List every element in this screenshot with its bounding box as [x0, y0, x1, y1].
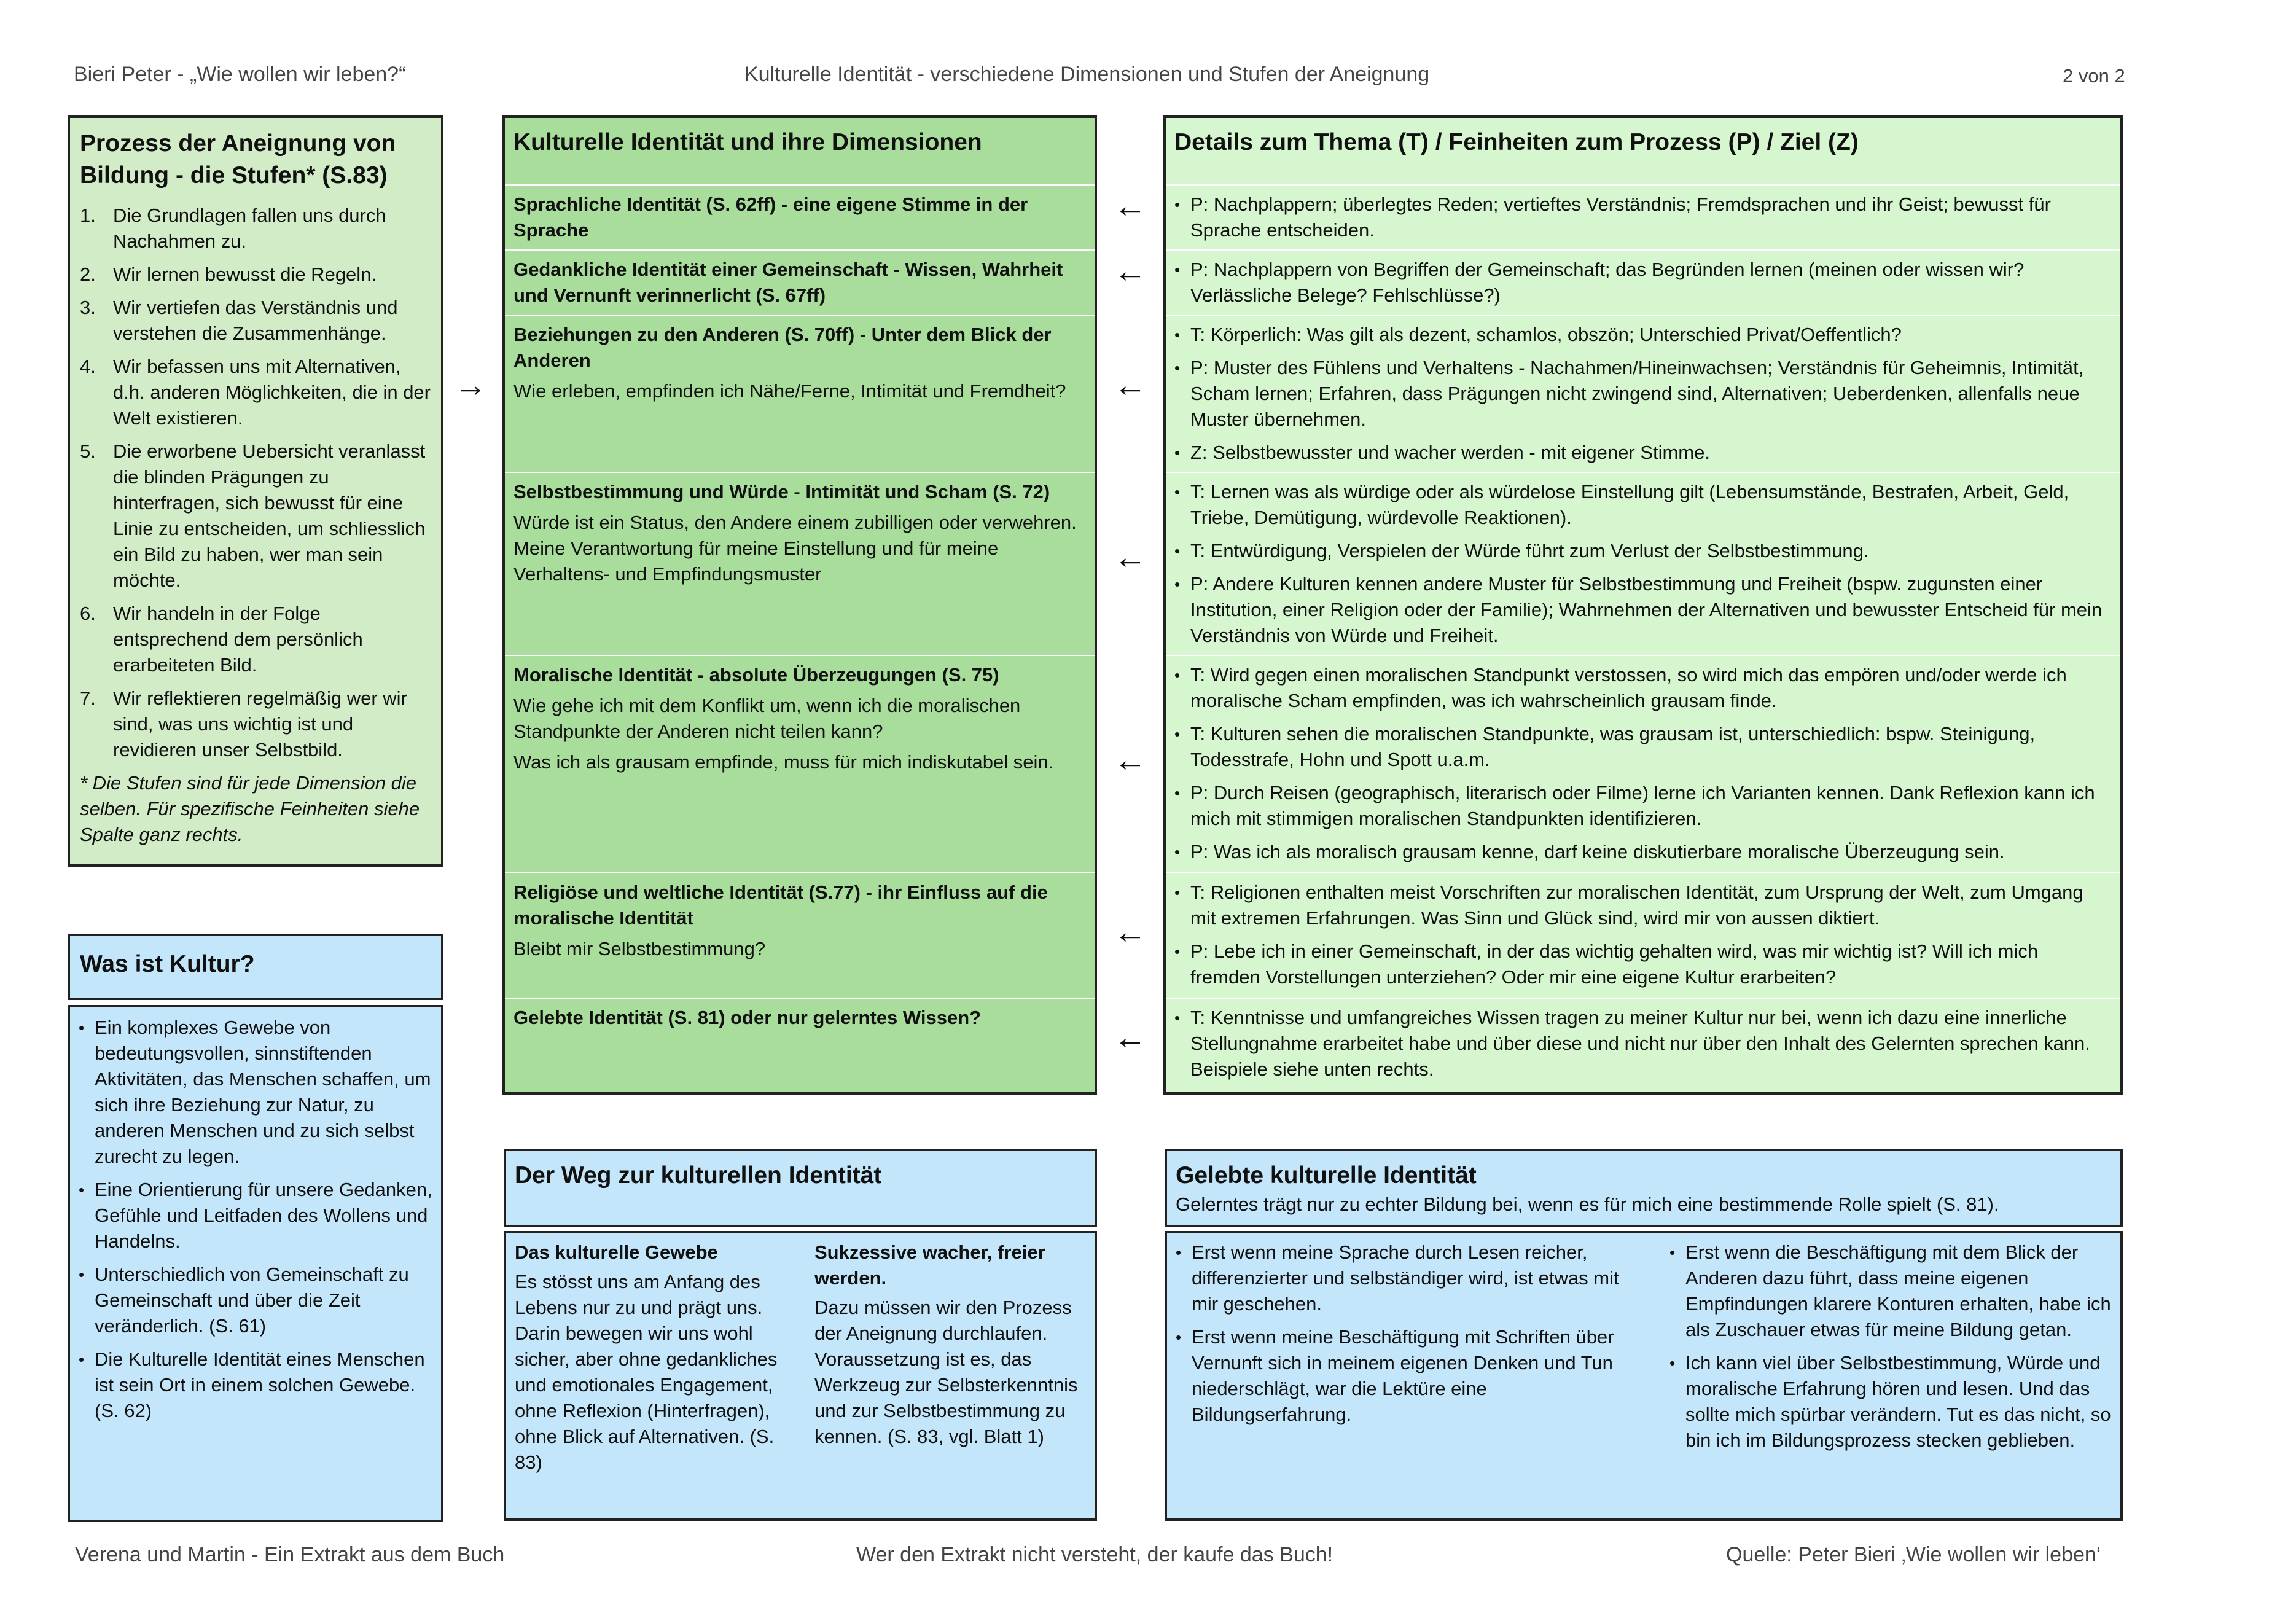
- dimension-row: Religiöse und weltliche Identität (S.77) - ihr Einfluss auf die moralische Identität Bleibt mir Selbstbestimmung?: [505, 872, 1095, 998]
- process-title: Prozess der Aneignung von Bildung - die Stufen* (S.83): [80, 130, 396, 189]
- list-item: • Die Kulturelle Identität eines Menschen ist sein Ort in einem solchen Gewebe. (S. 62): [79, 1346, 432, 1424]
- list-item: • Ich kann viel über Selbstbestimmung, Würde und moralische Erfahrung hören und lesen. Und das sollte mich spürbar verändern. Tut es das nicht, so bin ich im Bildungsprozess stecken geblieben.: [1669, 1350, 2118, 1453]
- process-step: 6. Wir handeln in der Folge entsprechend dem persönlich erarbeiteten Bild.: [80, 603, 363, 676]
- details-row: • T: Kenntnisse und umfangreiches Wissen tragen zu meiner Kultur nur bei, wenn ich dazu eine innerliche Stellungnahme erarbeitet habe und über diese und nicht nur über den Inhalt des Gelernten sprechen kann. Beispiele siehe unten rechts.: [1166, 998, 2120, 1092]
- gelebte-title-box: [1165, 1149, 2123, 1227]
- details-row: • P: Nachplappern; überlegtes Reden; vertieftes Verständnis; Fremdsprachen und ihr Geist; bewusst für Sprache entscheiden.: [1166, 184, 2120, 249]
- dimensions-title: Kulturelle Identität und ihre Dimensionen: [513, 129, 982, 155]
- gelebte-subtitle: Gelerntes trägt nur zu echter Bildung bei, wenn es für mich eine bestimmende Rolle spielt (S. 81).: [1176, 1194, 1999, 1215]
- left-arrow-icon: ←: [1114, 1019, 1147, 1056]
- details-title: Details zum Thema (T) / Feinheiten zum Prozess (P) / Ziel (Z): [1174, 129, 1859, 155]
- dimension-row: Moralische Identität - absolute Überzeugungen (S. 75) Wie gehe ich mit dem Konflikt um, wenn ich die moralischen Standpunkte der Anderen nicht teilen kann? Was ich als grausam empfinde, muss für mich indiskutabel sein.: [505, 655, 1095, 872]
- process-note: * Die Stufen sind für jede Dimension die selben. Für spezifische Feinheiten siehe Spalte ganz rechts.: [80, 772, 420, 845]
- details-box: [1163, 115, 2123, 1095]
- gelebte-content-box: [1165, 1231, 2123, 1521]
- dimension-row: Selbstbestimmung und Würde - Intimität und Scham (S. 72) Würde ist ein Status, den Andere einem zubilligen oder verwehren. Meine Verantwortung für meine Einstellung und für meine Verhaltens- und Empfindungsmuster: [505, 472, 1095, 655]
- dimension-row: Beziehungen zu den Anderen (S. 70ff) - Unter dem Blick der Anderen Wie erleben, empfinden ich Nähe/Ferne, Intimität und Fremdheit?: [505, 315, 1095, 472]
- list-item: • Unterschiedlich von Gemeinschaft zu Gemeinschaft und über die Zeit veränderlich. (S. 61): [79, 1262, 432, 1339]
- kultur-title-box: [68, 934, 443, 1000]
- left-arrow-icon: ←: [1114, 913, 1147, 950]
- details-row: • T: Wird gegen einen moralischen Standpunkt verstossen, so wird mich das empören und/oder werde ich moralische Scham empfinden, was ich wahrscheinlich grausam finde. • T: Kulturen sehen die moralischen Standpunkte, was grausam ist, unterschiedlich: bspw. Steinigung, Todesstrafe, Hohn und Spott u.a.m. • P: Durch Reisen (geographisch, literarisch oder Filme) lerne ich Varianten kennen. Dank Reflexion kann ich mich mit stimmigen moralischen Standpunkten identifizieren. • P: Was ich als moralisch grausam kenne, darf keine diskutierbare moralische Überzeugung sein.: [1166, 655, 2120, 872]
- left-arrow-icon: ←: [1114, 252, 1147, 289]
- gelebte-col-1: [1176, 1240, 1649, 1435]
- footer-center: Wer den Extrakt nicht versteht, der kaufe das Buch!: [856, 1543, 1333, 1566]
- details-row: • T: Religionen enthalten meist Vorschriften zur moralischen Identität, zum Ursprung der Welt, zum Umgang mit extremen Erfahrungen. Was Sinn und Glück sind, wird mir von aussen diktiert. • P: Lebe ich in einer Gemeinschaft, in der das wichtig gehalten wird, was mir wichtig ist? Will ich mich fremden Vorstellungen unterziehen? Oder mir eine eigene Kultur erarbeiten?: [1166, 872, 2120, 998]
- list-item: • Erst wenn meine Beschäftigung mit Schriften über Vernunft sich in meinem eigenen Denken und Tun niederschlägt, war die Lektüre eine Bildungserfahrung.: [1176, 1324, 1649, 1428]
- details-row: • T: Lernen was als würdige oder als würdelose Einstellung gilt (Lebensumstände, Bestrafen, Arbeit, Geld, Triebe, Demütigung, würdevolle Reaktionen). • T: Entwürdigung, Verspielen der Würde führt zum Verlust der Selbstbestimmung. • P: Andere Kulturen kennen andere Muster für Selbstbestimmung und Freiheit (bspw. zugunsten einer Institution, einer Religion oder der Familie); Wahrnehmen der Alternativen und bewusster Entscheid für mein Verständnis von Würde und Freiheit.: [1166, 472, 2120, 655]
- left-arrow-icon: ←: [1114, 187, 1147, 224]
- process-step: 1. Die Grundlagen fallen uns durch Nachahmen zu.: [80, 205, 386, 252]
- process-box: [68, 115, 443, 867]
- gelebte-col-2: [1669, 1240, 2118, 1461]
- dimension-row: Gedankliche Identität einer Gemeinschaft - Wissen, Wahrheit und Vernunft verinnerlicht (S. 67ff): [505, 249, 1095, 315]
- process-step: 7. Wir reflektieren regelmäßig wer wir sind, was uns wichtig ist und revidieren unser Selbstbild.: [80, 687, 407, 760]
- process-steps: [80, 203, 432, 763]
- details-row: • P: Nachplappern von Begriffen der Gemeinschaft; das Begründen lernen (meinen oder wissen wir? Verlässliche Belege? Fehlschlüsse?): [1166, 249, 2120, 315]
- details-row: • T: Körperlich: Was gilt als dezent, schamlos, obszön; Unterschied Privat/Oeffentlich? • P: Muster des Fühlens und Verhaltens - Nachahmen/Hineinwachsen; Verständnis für Geheimnis, Intimität, Scham lernen; Erfahren, dass Prägungen nicht zwingend sind, Alternativen; Ueberdenken, allenfalls neue Muster übernehmen. • Z: Selbstbewusster und wacher werden - mit eigener Stimme.: [1166, 315, 2120, 472]
- weg-col-1: Das kulturelle Gewebe Es stösst uns am Anfang des Lebens nur zu und prägt uns. Darin bewegen wir uns wohl sicher, aber ohne gedankliches und emotionales Engagement, ohne Reflexion (Hinterfragen), ohne Blick auf Alternativen. (S. 83): [515, 1241, 778, 1473]
- dimension-row: Gelebte Identität (S. 81) oder nur gelerntes Wissen?: [505, 998, 1095, 1092]
- footer-right: Quelle: Peter Bieri ‚Wie wollen wir leben‘: [1726, 1543, 2101, 1566]
- right-arrow-icon: →: [454, 367, 487, 404]
- weg-title-box: [504, 1149, 1097, 1227]
- dimension-row: Sprachliche Identität (S. 62ff) - eine eigene Stimme in der Sprache: [505, 184, 1095, 249]
- left-arrow-icon: ←: [1114, 539, 1147, 576]
- process-step: 3. Wir vertiefen das Verständnis und verstehen die Zusammenhänge.: [80, 297, 398, 344]
- dimensions-box: [502, 115, 1097, 1095]
- header-left: Bieri Peter - „Wie wollen wir leben?“: [74, 63, 406, 86]
- left-arrow-icon: ←: [1114, 367, 1147, 404]
- list-item: • Erst wenn meine Sprache durch Lesen reicher, differenzierter und selbständiger wird, ist etwas mit mir geschehen.: [1176, 1240, 1649, 1317]
- footer-left: Verena und Martin - Ein Extrakt aus dem Buch: [75, 1543, 505, 1566]
- kultur-title: Was ist Kultur?: [80, 951, 255, 977]
- left-arrow-icon: ←: [1114, 741, 1147, 778]
- kultur-list: [79, 1015, 432, 1424]
- kultur-content-box: [68, 1005, 443, 1522]
- weg-content-box: [504, 1231, 1097, 1521]
- list-item: • Erst wenn die Beschäftigung mit dem Blick der Anderen dazu führt, dass meine eigenen Empfindungen klarere Konturen erhalten, habe ich als Zuschauer etwas für meine Bildung getan.: [1669, 1240, 2118, 1343]
- process-step: 4. Wir befassen uns mit Alternativen, d.h. anderen Möglichkeiten, die in der Welt existieren.: [80, 356, 431, 429]
- list-item: • Eine Orientierung für unsere Gedanken, Gefühle und Leitfaden des Wollens und Handelns.: [79, 1177, 432, 1254]
- gelebte-title: Gelebte kulturelle Identität: [1176, 1162, 1477, 1189]
- weg-title: Der Weg zur kulturellen Identität: [515, 1162, 882, 1189]
- list-item: • Ein komplexes Gewebe von bedeutungsvollen, sinnstiftenden Aktivitäten, das Menschen schaffen, um sich ihre Beziehung zur Natur, zu anderen Menschen und zu sich selbst zurecht zu legen.: [79, 1015, 432, 1170]
- header-center: Kulturelle Identität - verschiedene Dimensionen und Stufen der Aneignung: [744, 63, 1430, 86]
- process-step: 2. Wir lernen bewusst die Regeln.: [80, 264, 377, 285]
- process-step: 5. Die erworbene Uebersicht veranlasst die blinden Prägungen zu hinterfragen, sich bewusst für eine Linie zu entscheiden, um schliesslich ein Bild zu haben, wer man sein möchte.: [80, 440, 426, 591]
- weg-col-2: Sukzessive wacher, freier werden. Dazu müssen wir den Prozess der Aneignung durchlaufen. Voraussetzung ist es, das Werkzeug zur Selbsterkenntnis und zur Selbstbestimmung zu kennen. (S. 83, vgl. Blatt 1): [814, 1241, 1078, 1447]
- header-page-number: 2 von 2: [2063, 65, 2125, 87]
